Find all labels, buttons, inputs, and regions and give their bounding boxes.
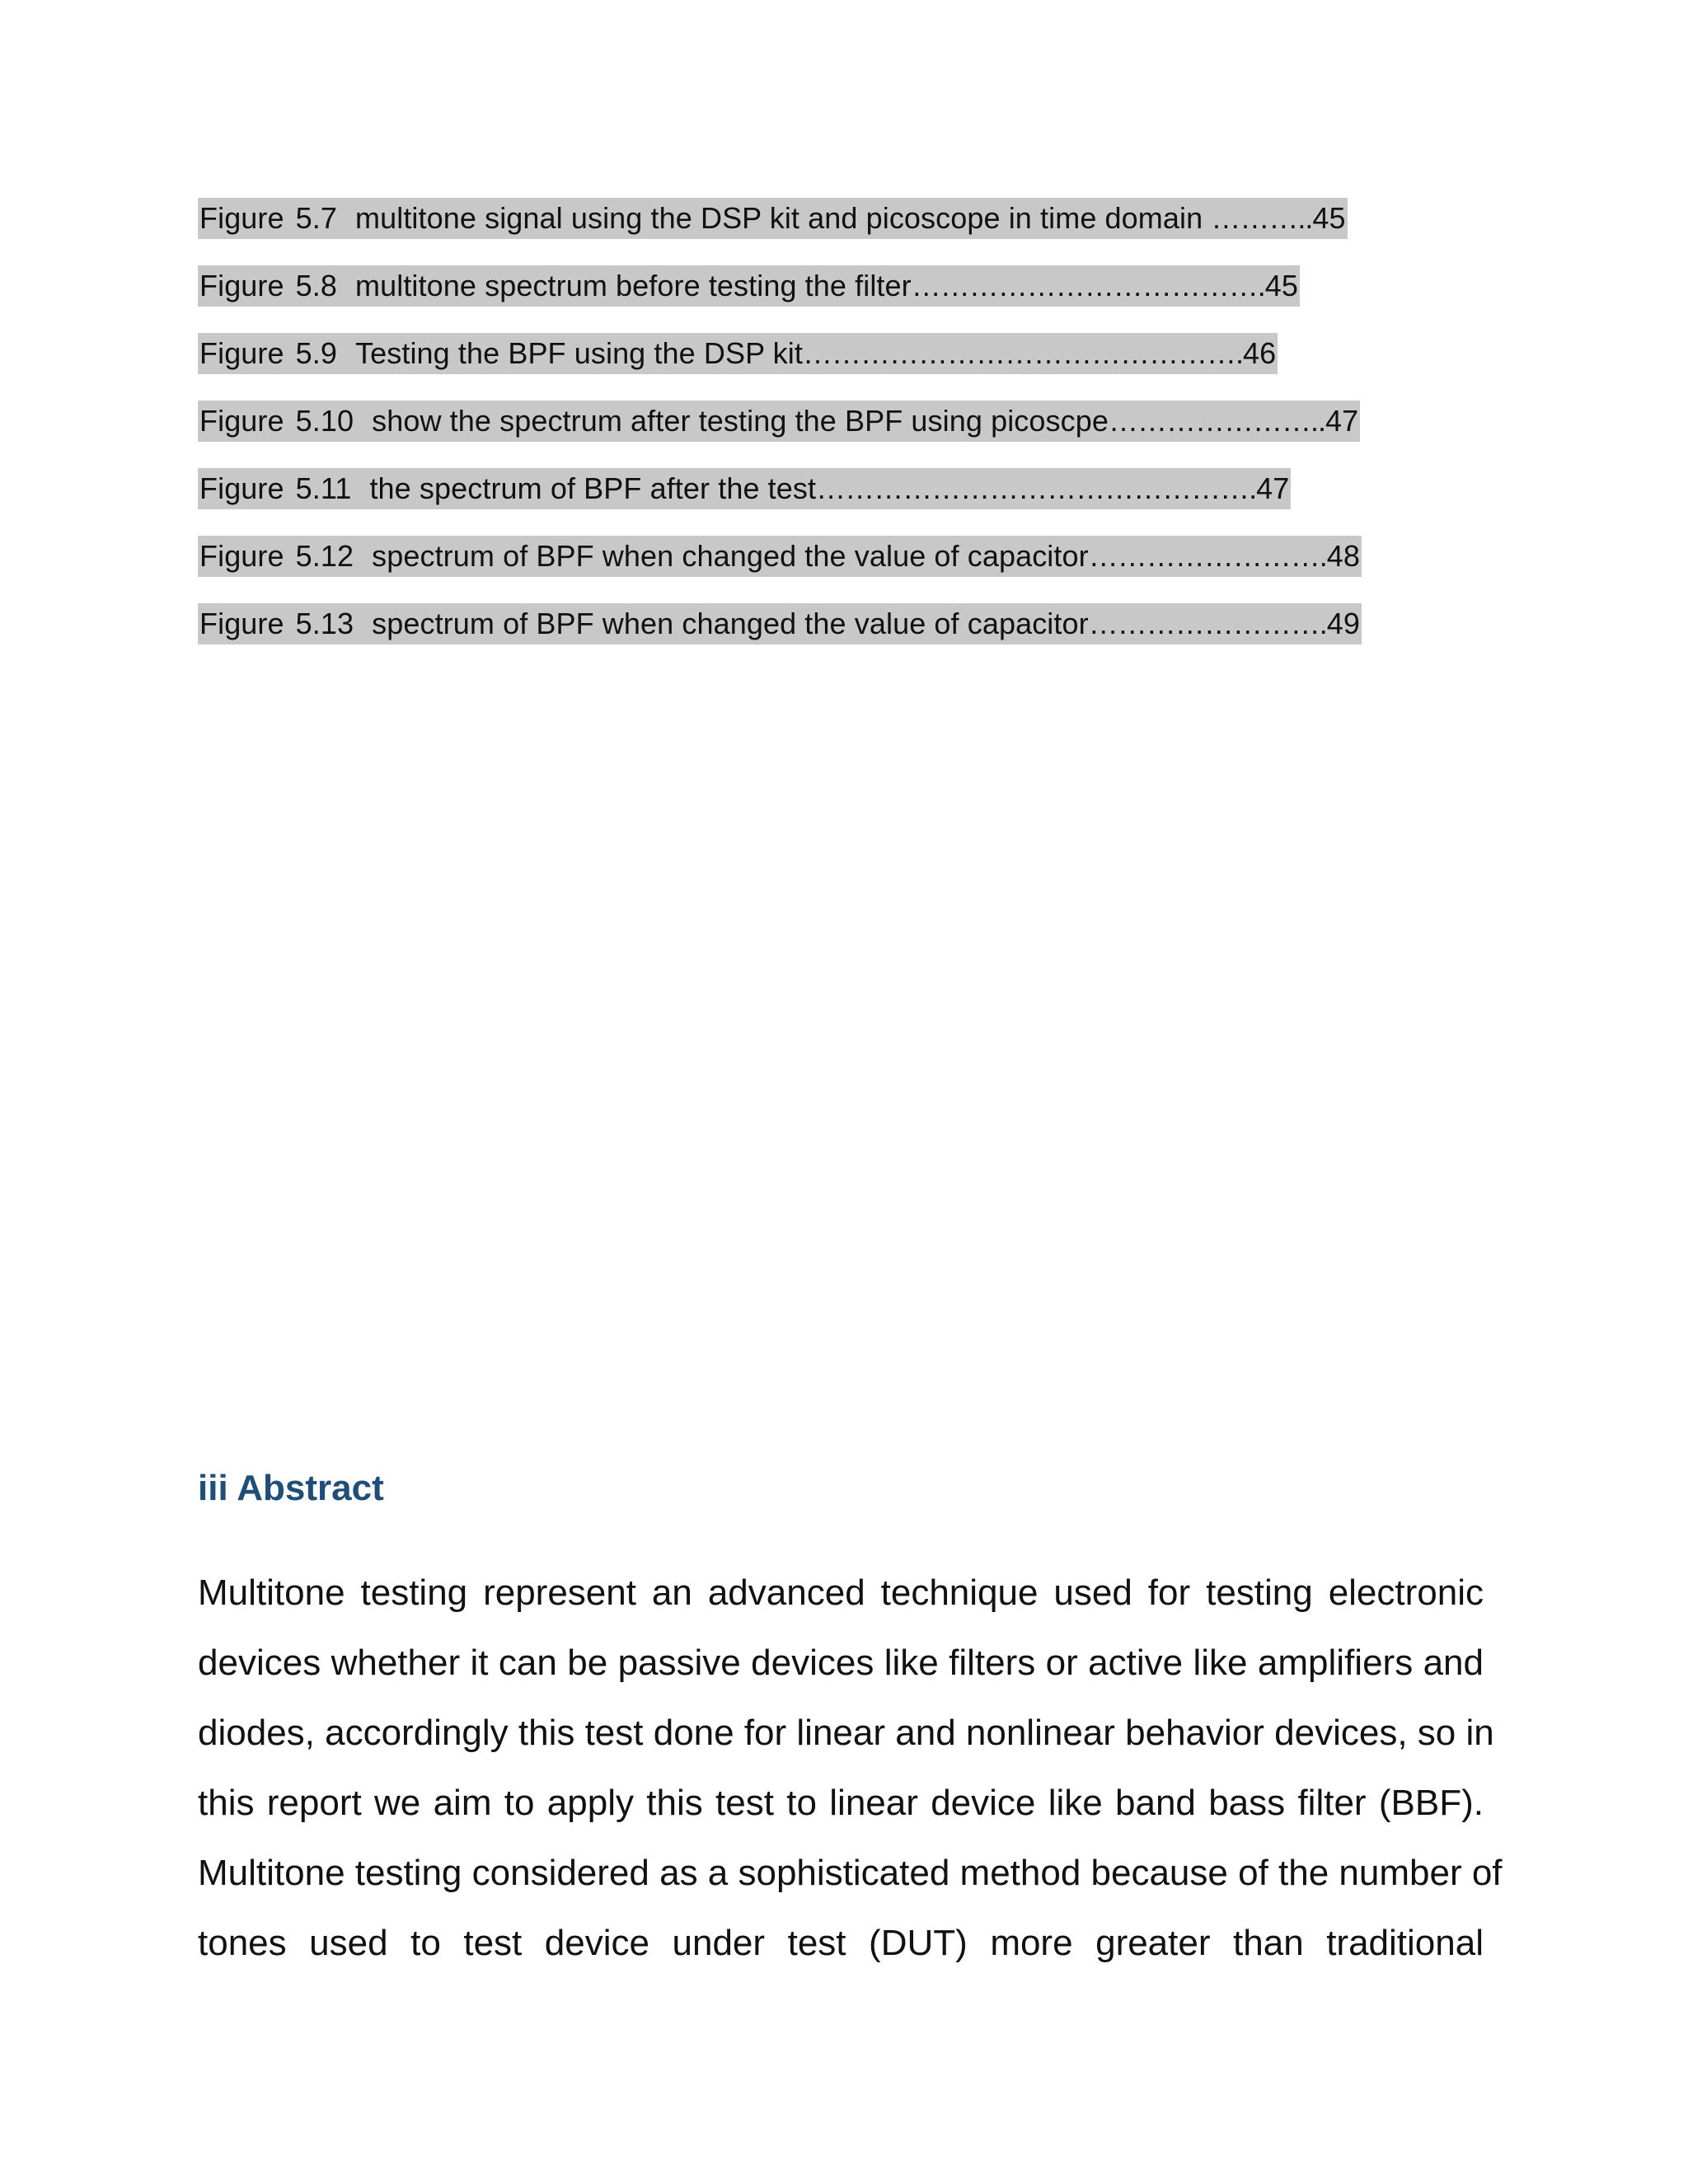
abstract-line: Multitone testing considered as a sophisticated method because of the number of <box>198 1853 1503 1893</box>
figure-title: spectrum of BPF when changed the value of capacitor <box>372 539 1089 573</box>
figure-entry-5-11[interactable] <box>198 468 1533 536</box>
abstract-heading: iii Abstract <box>198 1468 384 1508</box>
figure-leader-dots: ………………………………………. <box>816 471 1257 505</box>
figure-entry-5-10[interactable] <box>198 401 1533 468</box>
figure-label: Figure <box>199 404 284 438</box>
figure-entry-highlight <box>198 333 1278 374</box>
abstract-line: diodes, accordingly this test done for linear and nonlinear behavior devices, so in <box>198 1713 1494 1753</box>
figure-title: multitone signal using the DSP kit and picoscope in time domain <box>355 201 1203 235</box>
figure-number: 5.8 <box>295 269 338 302</box>
figure-entry-5-9[interactable] <box>198 333 1533 401</box>
figure-page: 45 <box>1312 201 1346 235</box>
abstract-line: this report we aim to apply this test to linear device like band bass filter (BBF). <box>198 1783 1484 1823</box>
figure-title: multitone spectrum before testing the filter <box>355 269 912 302</box>
figure-entry-highlight <box>198 265 1300 307</box>
figure-page: 47 <box>1325 404 1359 438</box>
figure-title: Testing the BPF using the DSP kit <box>355 336 803 370</box>
figure-page: 47 <box>1256 471 1290 505</box>
figure-page: 45 <box>1264 269 1299 302</box>
abstract-paragraph <box>198 1558 1503 1978</box>
figure-entry-highlight <box>198 468 1291 509</box>
figure-number: 5.12 <box>295 539 354 573</box>
figure-entry-highlight <box>198 536 1362 577</box>
figure-number: 5.13 <box>295 607 354 640</box>
abstract-line: tones used to test device under test (DUT) more greater than traditional <box>198 1923 1484 1963</box>
figure-entry-highlight <box>198 603 1362 644</box>
figure-number: 5.11 <box>295 471 352 505</box>
figure-title: show the spectrum after testing the BPF using picoscpe <box>372 404 1109 438</box>
figure-label: Figure <box>199 269 284 302</box>
figure-label: Figure <box>199 471 284 505</box>
figure-number: 5.7 <box>295 201 338 235</box>
figure-title: the spectrum of BPF after the test <box>369 471 817 505</box>
figure-entry-highlight <box>198 401 1360 442</box>
figure-entry-5-12[interactable] <box>198 536 1533 603</box>
figure-leader-dots: ……………………. <box>1088 539 1327 573</box>
figure-page: 46 <box>1242 336 1277 370</box>
figure-leader-dots: ……….. <box>1211 201 1313 235</box>
figure-title: spectrum of BPF when changed the value of capacitor <box>372 607 1089 640</box>
figure-entry-5-13[interactable] <box>198 603 1533 671</box>
figure-label: Figure <box>199 201 284 235</box>
figure-entry-5-8[interactable] <box>198 265 1533 333</box>
figure-page: 48 <box>1326 539 1360 573</box>
figure-entry-highlight <box>198 198 1348 239</box>
figure-leader-dots: ………………………………. <box>911 269 1265 302</box>
figure-label: Figure <box>199 607 284 640</box>
figure-number: 5.10 <box>295 404 354 438</box>
figure-leader-dots: ……………………. <box>1088 607 1327 640</box>
figure-label: Figure <box>199 336 284 370</box>
figure-entry-5-7[interactable] <box>198 198 1533 265</box>
figure-leader-dots: ………………….. <box>1108 404 1325 438</box>
table-of-figures <box>198 198 1533 671</box>
figure-number: 5.9 <box>295 336 338 370</box>
figure-page: 49 <box>1326 607 1360 640</box>
abstract-line: Multitone testing represent an advanced technique used for testing electronic <box>198 1572 1484 1613</box>
figure-leader-dots: ………………………………………. <box>802 336 1243 370</box>
abstract-line: devices whether it can be passive devices like filters or active like amplifiers and <box>198 1643 1484 1683</box>
figure-label: Figure <box>199 539 284 573</box>
